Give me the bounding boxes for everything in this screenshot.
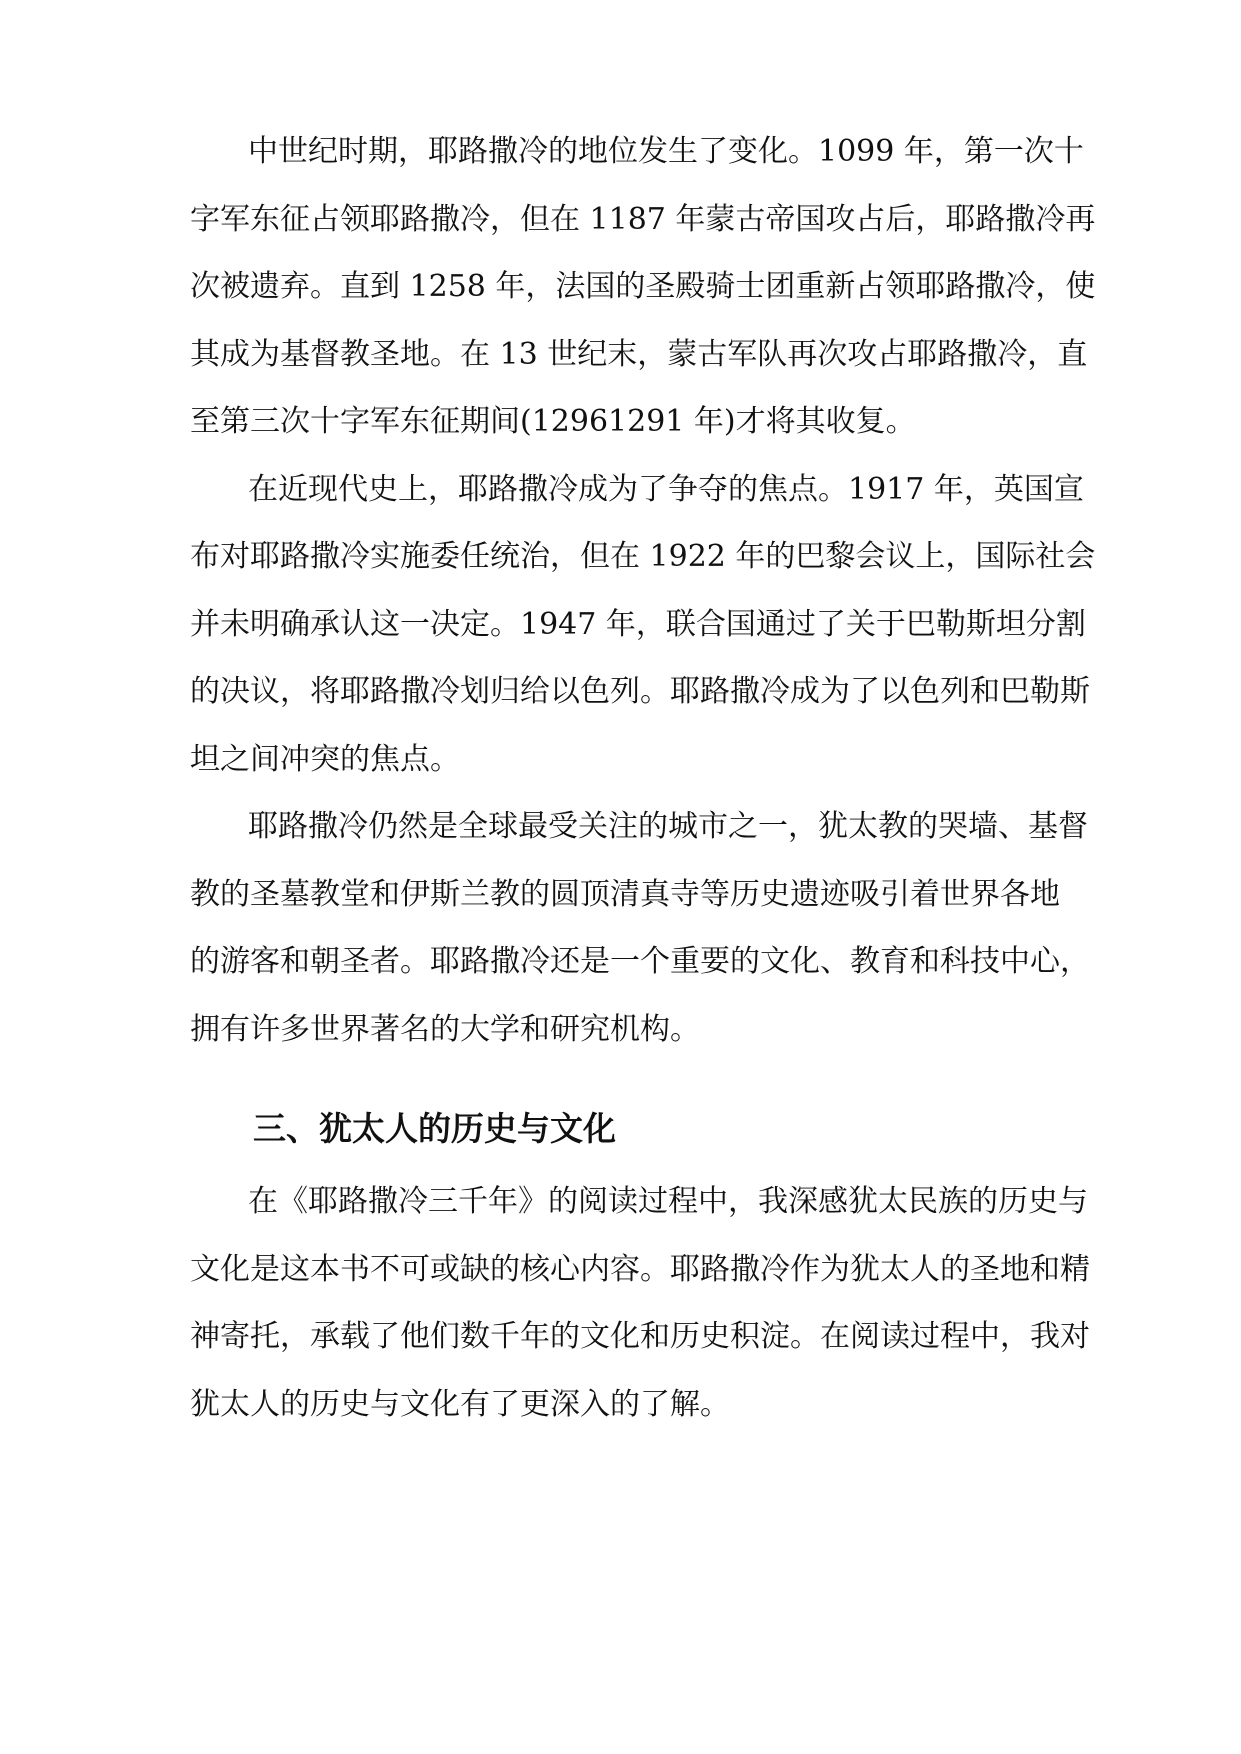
paragraph-2-line-2: 布对耶路撒冷实施委任统治，但在 1922 年的巴黎会议上，国际社会	[190, 539, 1096, 574]
paragraph-1-line-5: 至第三次十字军东征期间(12961291 年)才将其收复。	[190, 404, 916, 439]
section-heading: 三、犹太人的历史与文化	[253, 1109, 616, 1148]
paragraph-2-line-3: 并未明确承认这一决定。1947 年，联合国通过了关于巴勒斯坦分割	[190, 607, 1086, 642]
paragraph-3-line-3: 的游客和朝圣者。耶路撒冷还是一个重要的文化、教育和科技中心，	[190, 944, 1090, 979]
paragraph-1-line-2: 字军东征占领耶路撒冷，但在 1187 年蒙古帝国攻占后，耶路撒冷再	[190, 202, 1096, 237]
paragraph-1-line-3: 次被遗弃。直到 1258 年，法国的圣殿骑士团重新占领耶路撒冷，使	[190, 269, 1096, 304]
section-paragraph-line-2: 文化是这本书不可或缺的核心内容。耶路撒冷作为犹太人的圣地和精	[190, 1252, 1090, 1287]
paragraph-2-line-5: 坦之间冲突的焦点。	[190, 742, 460, 777]
paragraph-3-line-1: 耶路撒冷仍然是全球最受关注的城市之一，犹太教的哭墙、基督	[248, 809, 1088, 844]
paragraph-2-line-4: 的决议，将耶路撒冷划归给以色列。耶路撒冷成为了以色列和巴勒斯	[190, 674, 1090, 709]
paragraph-2-line-1: 在近现代史上，耶路撒冷成为了争夺的焦点。1917 年，英国宣	[248, 472, 1084, 507]
paragraph-1-line-1: 中世纪时期，耶路撒冷的地位发生了变化。1099 年，第一次十	[248, 134, 1084, 169]
section-paragraph-line-4: 犹太人的历史与文化有了更深入的了解。	[190, 1387, 730, 1422]
paragraph-3-line-4: 拥有许多世界著名的大学和研究机构。	[190, 1012, 700, 1047]
paragraph-1-line-4: 其成为基督教圣地。在 13 世纪末，蒙古军队再次攻占耶路撒冷，直	[190, 337, 1088, 372]
paragraph-3-line-2: 教的圣墓教堂和伊斯兰教的圆顶清真寺等历史遗迹吸引着世界各地	[190, 877, 1060, 912]
section-paragraph-line-1: 在《耶路撒冷三千年》的阅读过程中，我深感犹太民族的历史与	[248, 1184, 1088, 1219]
section-paragraph-line-3: 神寄托，承载了他们数千年的文化和历史积淀。在阅读过程中，我对	[190, 1319, 1090, 1354]
